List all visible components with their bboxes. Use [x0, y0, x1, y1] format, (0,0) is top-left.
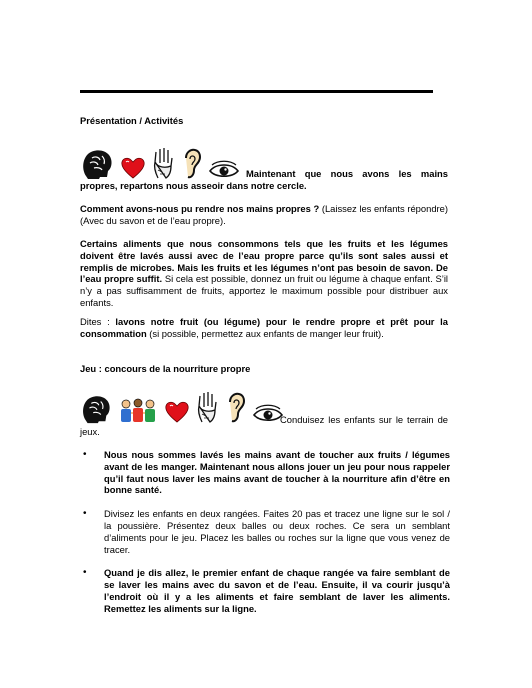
question-text: Comment avons-nous pu rendre nos mains propres ? [80, 203, 320, 214]
section-heading-presentation: Présentation / Activités [80, 115, 184, 126]
say-rest: (si possible, permettez aux enfants de manger leur fruit). [146, 327, 384, 339]
paragraph-return-circle [80, 168, 448, 192]
say-bold: lavons notre fruit (ou légume) pour le rendre propre et prêt pour la consommation [80, 316, 448, 339]
game-steps-list [80, 449, 450, 615]
list-item [80, 449, 450, 496]
list-item-text: Quand je dis allez, le premier enfant de chaque rangée va faire semblant de se laver les mains avec du savon et de l’eau. Ensuite, il va courir jusqu’à l’endroit où il y a les aliments et faire semblant de laver les aliments. Remettez les aliments sur la ligne. [104, 567, 450, 614]
question-instruction: (Laissez les enfants répondre) (Avec du savon et de l’eau propre). [80, 203, 448, 226]
paragraph-text: Maintenant que nous avons les mains propres, repartons nous asseoir dans notre cercle. [80, 168, 448, 191]
bullet-dot: • [83, 449, 87, 460]
paragraph-playground: Conduisez les enfants sur le terrain de jeux. [80, 414, 448, 437]
list-item-text: Divisez les enfants en deux rangées. Faites 20 pas et tracez une ligne sur le sol / la poussière. Présentez deux balles ou deux roches. Ce sera un semblant d’aliments pour le jeu. Placez les balles ou roches sur la ligne que vous venez de tracer. [104, 508, 450, 555]
list-item [80, 567, 450, 614]
paragraph-food-washing [80, 238, 448, 309]
food-washing-bold: Certains aliments que nous consommons tels que les fruits et les légumes doivent être lavés aussi avec de l’eau propre parce qu’ils sont sales aussi et remplis de microbes. Mais les fruits et les légumes n’ont pas besoin de savon. De l’eau propre suffit. [80, 238, 448, 285]
top-rule [80, 90, 433, 93]
bullet-dot: • [83, 508, 87, 520]
bullet-dot: • [83, 567, 87, 579]
food-washing-rest: Si cela est possible, donnez un fruit ou légume à chaque enfant. S’il n’y a pas suffisamment de fruits, apportez le maximum possible pour distribuer aux enfants. [80, 273, 448, 308]
section-heading-game: Jeu : concours de la nourriture propre [80, 363, 251, 374]
say-prefix: Dites : [80, 316, 116, 327]
paragraph-question [80, 203, 448, 227]
list-item [80, 508, 450, 555]
list-item-text: Nous nous sommes lavés les mains avant de toucher aux fruits / légumes avant de les manger. Maintenant nous allons jouer un jeu pour nous rappeler qu’il faut nous laver les mains avant de toucher à la nourriture afin d’être en bonne santé. [104, 449, 450, 496]
paragraph-say [80, 316, 448, 340]
